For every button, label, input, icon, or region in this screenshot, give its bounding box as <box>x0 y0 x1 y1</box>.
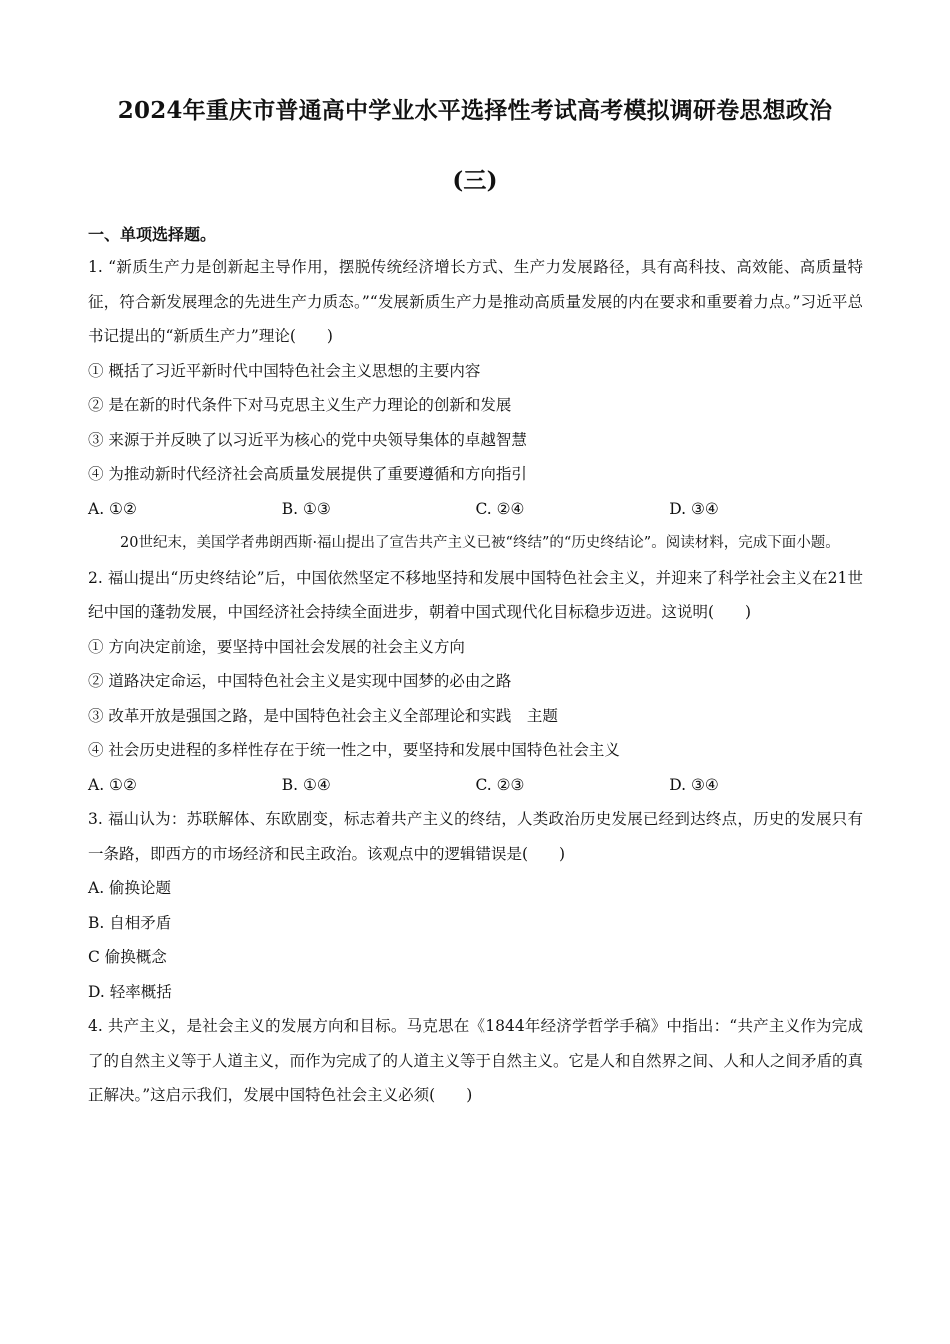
exam-subtitle: (三) <box>452 167 498 194</box>
q1-item-1: ① 概括了习近平新时代中国特色社会主义思想的主要内容 <box>88 361 481 380</box>
material-text: 20世纪末，美国学者弗朗西斯·福山提出了宣告共产主义已被“终结”的“历史终结论”。阅读材料，完成下面小题。 <box>120 535 840 551</box>
q2-options <box>88 768 863 803</box>
section-heading: 一、单项选择题。 <box>88 225 217 244</box>
q2-stem: 2. 福山提出“历史终结论”后，中国依然坚定不移地坚持和发展中国特色社会主义，并迎来了科学社会主义在21世纪中国的蓬勃发展，中国经济社会持续全面进步，朝着中国式现代化目标稳步迈进。这说明( ) <box>88 568 863 621</box>
q1-stem: 1. “新质生产力是创新起主导作用，摆脱传统经济增长方式、生产力发展路径，具有高科技、高效能、高质量特征，符合新发展理念的先进生产力质态。”“发展新质生产力是推动高质量发展的内在要求和重要着力点。”习近平总书记提出的“新质生产力”理论( ) <box>88 258 863 345</box>
q2-item-1: ① 方向决定前途，要坚持中国社会发展的社会主义方向 <box>88 637 465 656</box>
q3-choice-c[interactable]: C 偷换概念 <box>88 948 167 966</box>
q2-option-d[interactable]: D. ③④ <box>669 775 719 794</box>
q2-item-4: ④ 社会历史进程的多样性存在于统一性之中，要坚持和发展中国特色社会主义 <box>88 741 620 759</box>
q3-choice-b[interactable]: B. 自相矛盾 <box>88 913 172 932</box>
exam-title: 2024年重庆市普通高中学业水平选择性考试高考模拟调研卷思想政治 <box>117 97 833 124</box>
q1-item-4: ④ 为推动新时代经济社会高质量发展提供了重要遵循和方向指引 <box>88 465 527 483</box>
q2-option-c[interactable]: C. ②③ <box>475 775 525 794</box>
q1-option-d[interactable]: D. ③④ <box>669 499 719 518</box>
q2-option-b[interactable]: B. ①④ <box>281 775 331 794</box>
q4-stem: 4. 共产主义，是社会主义的发展方向和目标。马克思在《1844年经济学哲学手稿》中指出：“共产主义作为完成了的自然主义等于人道主义，而作为完成了的人道主义等于自然主义。它是人和自然界之间、人和人之间矛盾的真正解决。”这启示我们，发展中国特色社会主义必须( ) <box>88 1017 864 1104</box>
q1-item-3: ③ 来源于并反映了以习近平为核心的党中央领导集体的卓越智慧 <box>88 430 527 449</box>
q3-choice-a[interactable]: A. 偷换论题 <box>88 879 172 897</box>
q2-item-2: ② 道路决定命运，中国特色社会主义是实现中国梦的必由之路 <box>88 672 512 690</box>
questions-body <box>88 250 863 1113</box>
q1-option-c[interactable]: C. ②④ <box>475 499 525 518</box>
q3-stem: 3. 福山认为：苏联解体、东欧剧变，标志着共产主义的终结，人类政治历史发展已经到达终点，历史的发展只有一条路，即西方的市场经济和民主政治。该观点中的逻辑错误是( ) <box>88 810 863 863</box>
q1-item-2: ② 是在新的时代条件下对马克思主义生产力理论的创新和发展 <box>88 396 512 414</box>
q2-option-a[interactable]: A. ①② <box>88 775 137 794</box>
q3-choice-d[interactable]: D. 轻率概括 <box>88 982 172 1001</box>
q1-option-b[interactable]: B. ①③ <box>281 499 331 518</box>
q1-options <box>88 492 863 527</box>
q1-option-a[interactable]: A. ①② <box>88 499 137 518</box>
q2-item-3: ③ 改革开放是强国之路，是中国特色社会主义全部理论和实践 主题 <box>88 706 558 725</box>
